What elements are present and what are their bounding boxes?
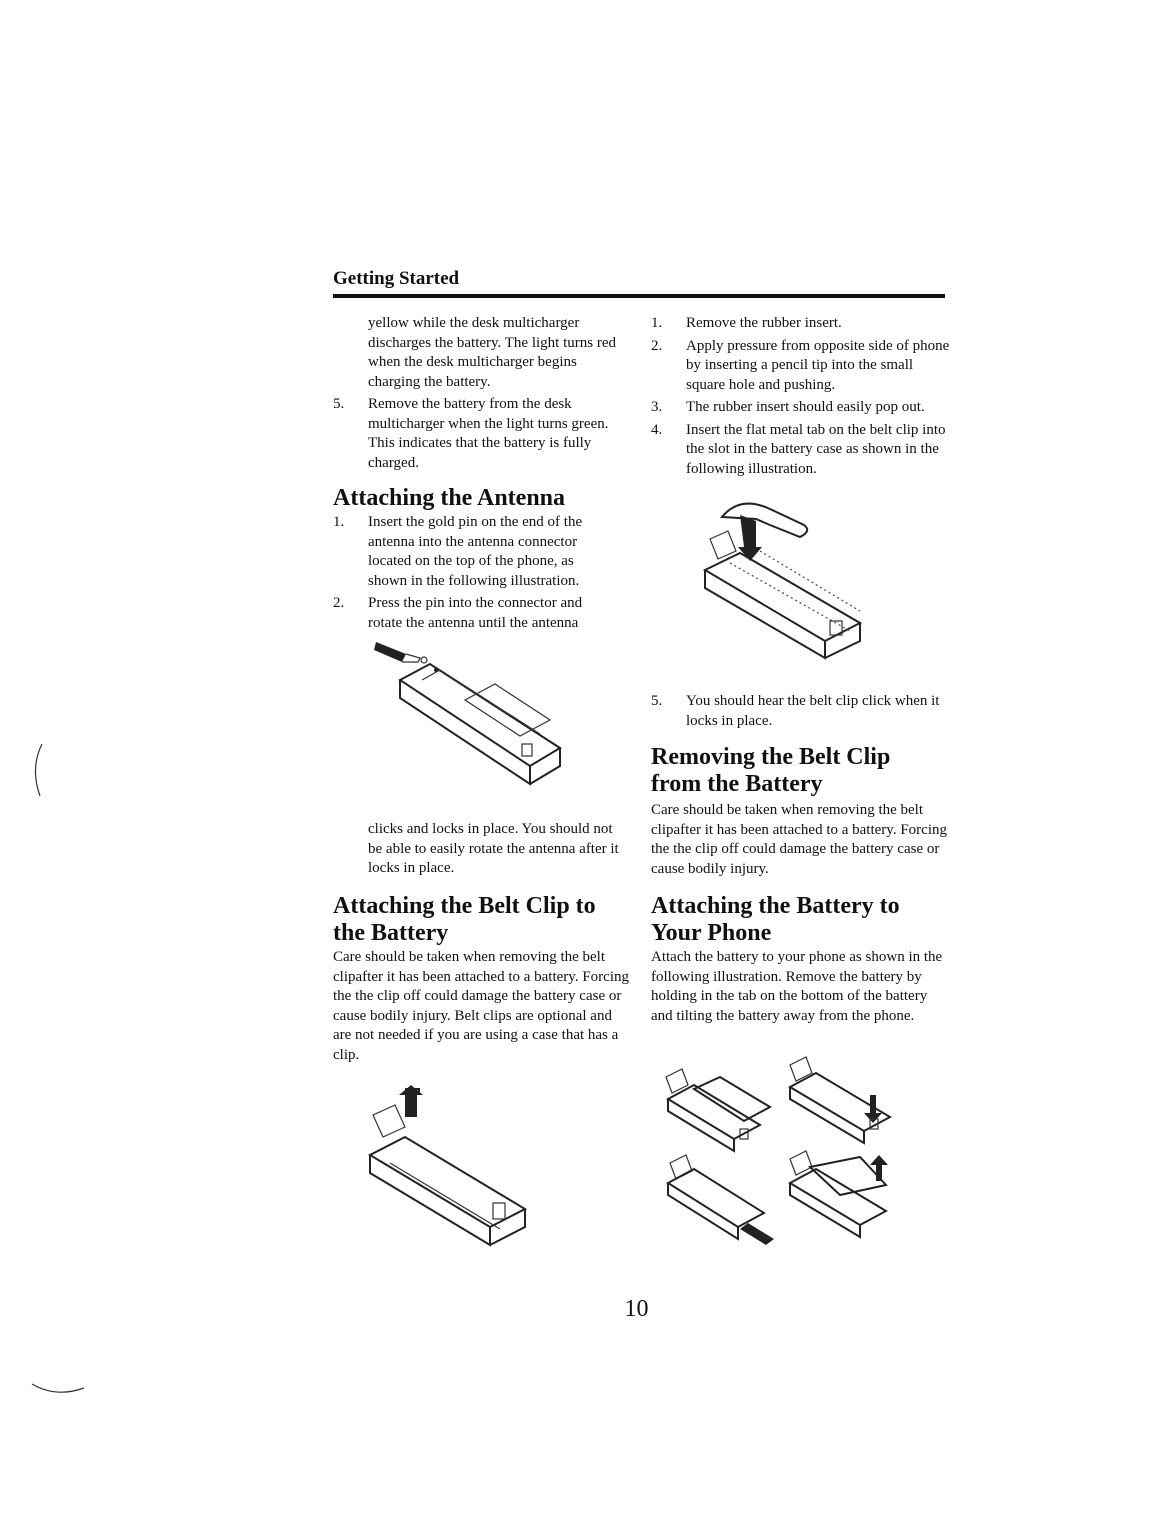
step-text: Insert the flat metal tab on the belt clip into the slot in the battery case as shown in the following illustration.	[686, 421, 946, 477]
list-item	[333, 594, 613, 633]
scan-mark	[28, 740, 48, 800]
step-text: The rubber insert should easily pop out.	[686, 399, 925, 415]
right-step-5	[651, 692, 951, 734]
heading-line: Attaching the Belt Clip to	[333, 893, 596, 919]
step-number: 3.	[651, 399, 663, 415]
belt-clip-insert-illustration	[700, 495, 870, 670]
step-number: 2.	[333, 595, 345, 611]
step-number: 4.	[651, 421, 663, 438]
antenna-icon	[374, 642, 406, 662]
removing-body: Care should be taken when removing the belt clipafter it has been attached to a battery. Forcing the the clip off could damage the battery case or cause bodily injury.	[651, 802, 947, 877]
arrow-up-icon	[870, 1155, 888, 1181]
step-number: 2.	[651, 337, 663, 354]
list-item	[333, 513, 613, 591]
list-item	[651, 421, 951, 480]
page-number: 10	[624, 1296, 649, 1322]
belt-clip-body: Care should be taken when removing the belt clipafter it has been attached to a battery. Forcing the the clip off could damage the battery case or cause bodily injury. Belt clips are optional and are not needed if you are using a case that has a clip.	[333, 949, 629, 1063]
step-number: 5.	[333, 396, 345, 412]
step-number: 1.	[651, 315, 663, 331]
heading-line: from the Battery	[651, 771, 823, 797]
step-text: Press the pin into the connector and rotate the antenna until the antenna	[368, 595, 583, 631]
battery-step-illustration	[668, 1155, 774, 1245]
step-text: You should hear the belt clip click when it locks in place.	[686, 693, 940, 729]
list-item	[651, 398, 951, 418]
header-rule	[333, 294, 945, 298]
step-5	[333, 395, 630, 476]
antenna-steps	[333, 513, 613, 636]
antenna-illustration	[370, 640, 570, 790]
list-item	[651, 314, 951, 334]
removing-heading	[651, 744, 890, 798]
belt-clip-illustration	[365, 1085, 535, 1255]
step-text: Apply pressure from opposite side of phone by inserting a pencil tip into the small square hole and pushing.	[686, 337, 950, 393]
antenna-continuation: clicks and locks in place. You should not be able to easily rotate the antenna after it locks in place.	[368, 821, 619, 876]
arrow-icon	[740, 1223, 774, 1245]
battery-body: Attach the battery to your phone as shown in the following illustration. Remove the battery by holding in the tab on the bottom of the battery and tilting the battery away from the phone.	[651, 949, 943, 1024]
step-4-continuation: yellow while the desk multicharger discharges the battery. The light turns red when the desk multicharger begins charging the battery.	[368, 315, 616, 390]
battery-step-illustration	[790, 1151, 888, 1237]
right-steps	[651, 314, 951, 482]
battery-heading	[651, 893, 900, 947]
battery-attach-illustration	[660, 1055, 900, 1255]
battery-step-illustration	[666, 1069, 770, 1151]
step-text: Remove the battery from the desk multicharger when the light turns green. This indicates that the battery is fully charged.	[368, 396, 609, 471]
step-number: 5.	[651, 693, 663, 709]
step-number: 1.	[333, 514, 345, 530]
heading-line: the Battery	[333, 920, 449, 946]
heading-line: Removing the Belt Clip	[651, 744, 891, 770]
scan-mark	[30, 1380, 90, 1400]
heading-line: Attaching the Battery to	[651, 893, 900, 919]
list-item	[333, 395, 630, 473]
step-text: Remove the rubber insert.	[686, 315, 842, 331]
belt-clip-heading	[333, 893, 596, 947]
battery-step-illustration	[790, 1057, 890, 1143]
antenna-heading: Attaching the Antenna	[333, 485, 566, 511]
heading-line: Your Phone	[651, 920, 772, 946]
section-title: Getting Started	[333, 268, 460, 289]
list-item	[651, 337, 951, 396]
step-text: Insert the gold pin on the end of the antenna into the antenna connector located on the top of the phone, as shown in the following illustration.	[368, 514, 583, 589]
list-item	[651, 692, 951, 731]
